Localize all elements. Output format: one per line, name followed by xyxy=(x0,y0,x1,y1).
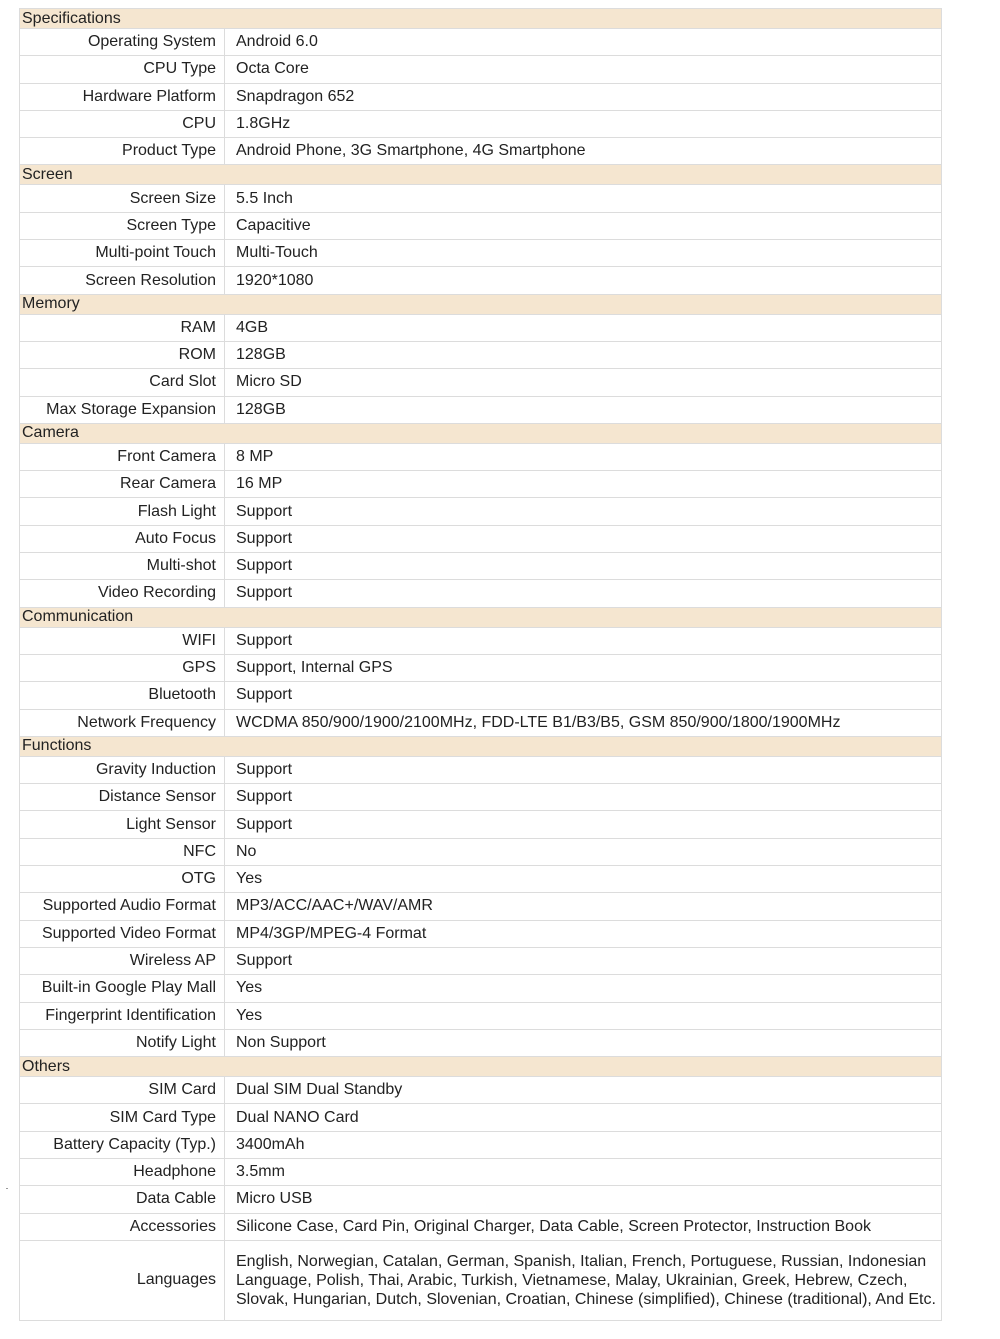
spec-value: Snapdragon 652 xyxy=(225,83,942,110)
section-header xyxy=(20,736,942,756)
spec-row xyxy=(20,240,942,267)
spec-value: 3400mAh xyxy=(225,1131,942,1158)
spec-row xyxy=(20,920,942,947)
spec-row xyxy=(20,185,942,212)
spec-value: Yes xyxy=(225,975,942,1002)
spec-row xyxy=(20,1131,942,1158)
spec-label: Wireless AP xyxy=(20,947,225,974)
spec-label: Max Storage Expansion xyxy=(20,396,225,423)
spec-value: No xyxy=(225,838,942,865)
spec-label: Multi-shot xyxy=(20,553,225,580)
spec-value: Support xyxy=(225,525,942,552)
spec-label: OTG xyxy=(20,866,225,893)
spec-label: Supported Video Format xyxy=(20,920,225,947)
spec-value: Non Support xyxy=(225,1029,942,1056)
spec-value: Support xyxy=(225,947,942,974)
spec-row xyxy=(20,267,942,294)
spec-value: Android Phone, 3G Smartphone, 4G Smartphone xyxy=(225,138,942,165)
spec-row xyxy=(20,369,942,396)
spec-label: Gravity Induction xyxy=(20,756,225,783)
spec-label: SIM Card Type xyxy=(20,1104,225,1131)
spec-label: Fingerprint Identification xyxy=(20,1002,225,1029)
spec-value: Capacitive xyxy=(225,212,942,239)
spec-row xyxy=(20,498,942,525)
spec-row xyxy=(20,866,942,893)
spec-row xyxy=(20,756,942,783)
spec-value: Silicone Case, Card Pin, Original Charger, Data Cable, Screen Protector, Instruction Book xyxy=(225,1213,942,1240)
spec-row xyxy=(20,83,942,110)
spec-row xyxy=(20,212,942,239)
spec-row xyxy=(20,709,942,736)
section-header xyxy=(20,165,942,185)
spec-label: Screen Type xyxy=(20,212,225,239)
spec-row xyxy=(20,314,942,341)
spec-value: Support xyxy=(225,553,942,580)
spec-value: 16 MP xyxy=(225,471,942,498)
spec-row xyxy=(20,654,942,681)
spec-table xyxy=(19,8,942,1321)
spec-value: Support xyxy=(225,627,942,654)
spec-label: Battery Capacity (Typ.) xyxy=(20,1131,225,1158)
spec-row xyxy=(20,838,942,865)
spec-row xyxy=(20,1186,942,1213)
spec-row xyxy=(20,396,942,423)
spec-row xyxy=(20,56,942,83)
section-title: Specifications xyxy=(20,9,942,29)
spec-value: Multi-Touch xyxy=(225,240,942,267)
spec-row xyxy=(20,975,942,1002)
spec-label: NFC xyxy=(20,838,225,865)
spec-value: 8 MP xyxy=(225,443,942,470)
spec-row xyxy=(20,138,942,165)
spec-label: Data Cable xyxy=(20,1186,225,1213)
spec-value: Android 6.0 xyxy=(225,29,942,56)
spec-label: Product Type xyxy=(20,138,225,165)
section-header xyxy=(20,294,942,314)
spec-label: CPU Type xyxy=(20,56,225,83)
spec-label: Bluetooth xyxy=(20,682,225,709)
spec-value: Yes xyxy=(225,1002,942,1029)
spec-row xyxy=(20,947,942,974)
section-title: Memory xyxy=(20,294,942,314)
spec-value: 3.5mm xyxy=(225,1158,942,1185)
spec-value: Micro SD xyxy=(225,369,942,396)
spec-value: Support xyxy=(225,580,942,607)
spec-row xyxy=(20,1029,942,1056)
spec-value: 128GB xyxy=(225,341,942,368)
spec-label: GPS xyxy=(20,654,225,681)
spec-label: CPU xyxy=(20,110,225,137)
spec-label: Supported Audio Format xyxy=(20,893,225,920)
spec-label: Notify Light xyxy=(20,1029,225,1056)
spec-value: 4GB xyxy=(225,314,942,341)
spec-row xyxy=(20,1104,942,1131)
section-title: Functions xyxy=(20,736,942,756)
spec-value: Support, Internal GPS xyxy=(225,654,942,681)
spec-row xyxy=(20,341,942,368)
spec-label: Multi-point Touch xyxy=(20,240,225,267)
spec-row xyxy=(20,110,942,137)
spec-label: Light Sensor xyxy=(20,811,225,838)
spec-value: Dual NANO Card xyxy=(225,1104,942,1131)
spec-row xyxy=(20,525,942,552)
spec-value: Support xyxy=(225,498,942,525)
spec-label: Operating System xyxy=(20,29,225,56)
spec-label: Auto Focus xyxy=(20,525,225,552)
spec-label: Headphone xyxy=(20,1158,225,1185)
spec-row xyxy=(20,1213,942,1240)
spec-value: 1920*1080 xyxy=(225,267,942,294)
spec-value: Support xyxy=(225,682,942,709)
spec-row xyxy=(20,553,942,580)
spec-label: Distance Sensor xyxy=(20,784,225,811)
section-title: Camera xyxy=(20,423,942,443)
section-header xyxy=(20,1057,942,1077)
spec-row xyxy=(20,682,942,709)
spec-label: Built-in Google Play Mall xyxy=(20,975,225,1002)
spec-value: 1.8GHz xyxy=(225,110,942,137)
spec-row xyxy=(20,443,942,470)
spec-value: MP4/3GP/MPEG-4 Format xyxy=(225,920,942,947)
section-title: Communication xyxy=(20,607,942,627)
spec-label: Hardware Platform xyxy=(20,83,225,110)
spec-row xyxy=(20,580,942,607)
spec-body xyxy=(20,9,942,1321)
spec-value: Micro USB xyxy=(225,1186,942,1213)
spec-label: Network Frequency xyxy=(20,709,225,736)
spec-label: Screen Size xyxy=(20,185,225,212)
spec-row xyxy=(20,811,942,838)
spec-value: Support xyxy=(225,784,942,811)
spec-value: Dual SIM Dual Standby xyxy=(225,1077,942,1104)
spec-value: 5.5 Inch xyxy=(225,185,942,212)
spec-label: Rear Camera xyxy=(20,471,225,498)
spec-row xyxy=(20,1158,942,1185)
spec-label: ROM xyxy=(20,341,225,368)
spec-label: Screen Resolution xyxy=(20,267,225,294)
spec-row xyxy=(20,471,942,498)
spec-value: WCDMA 850/900/1900/2100MHz, FDD-LTE B1/B3/B5, GSM 850/900/1800/1900MHz xyxy=(225,709,942,736)
spec-label: WIFI xyxy=(20,627,225,654)
section-header xyxy=(20,9,942,29)
spec-label: Video Recording xyxy=(20,580,225,607)
section-header xyxy=(20,423,942,443)
spec-row xyxy=(20,893,942,920)
spec-label: Front Camera xyxy=(20,443,225,470)
spec-value: 128GB xyxy=(225,396,942,423)
spec-value: Octa Core xyxy=(225,56,942,83)
section-title: Others xyxy=(20,1057,942,1077)
spec-value: MP3/ACC/AAC+/WAV/AMR xyxy=(225,893,942,920)
spec-row xyxy=(20,29,942,56)
spec-row xyxy=(20,627,942,654)
spec-value: Yes xyxy=(225,866,942,893)
spec-value: English, Norwegian, Catalan, German, Spanish, Italian, French, Portuguese, Russian, Indonesian Language, Polish, Thai, Arabic, Turkish, Vietnamese, Malay, Ukrainian, Greek, Hebrew, Czech, Slovak, Hungarian, Dutch, Slovenian, Croatian, Chinese (simplified), Chinese (traditional), And Etc. xyxy=(225,1240,942,1320)
section-header xyxy=(20,607,942,627)
spec-label: Flash Light xyxy=(20,498,225,525)
section-title: Screen xyxy=(20,165,942,185)
spec-row xyxy=(20,1002,942,1029)
spec-label: Languages xyxy=(20,1240,225,1320)
spec-label: Card Slot xyxy=(20,369,225,396)
spec-label: RAM xyxy=(20,314,225,341)
spec-row xyxy=(20,1077,942,1104)
spec-value: Support xyxy=(225,756,942,783)
spec-row xyxy=(20,784,942,811)
spec-label: Accessories xyxy=(20,1213,225,1240)
spec-row xyxy=(20,1240,942,1320)
spec-value: Support xyxy=(225,811,942,838)
stray-mark xyxy=(6,1188,8,1189)
spec-label: SIM Card xyxy=(20,1077,225,1104)
